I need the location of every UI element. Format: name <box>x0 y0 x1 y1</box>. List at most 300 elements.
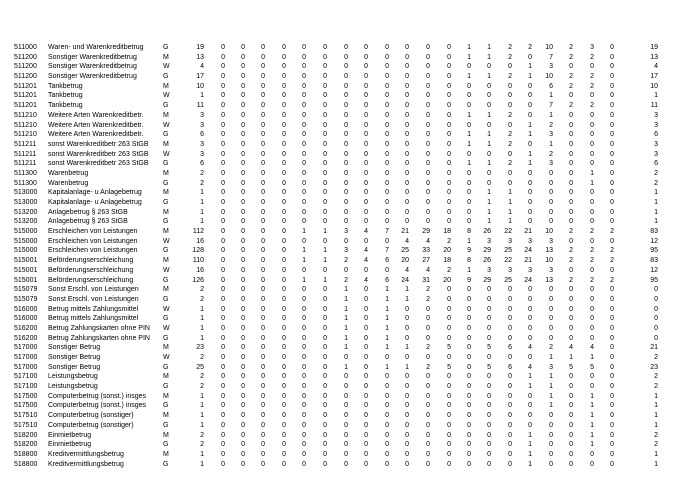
offense-name: Beförderungserschleichung <box>48 266 134 274</box>
value-cell: 0 <box>385 412 389 420</box>
value-cell: 2 <box>569 257 573 265</box>
value-cell: 0 <box>241 421 245 429</box>
value-cell: 0 <box>447 150 451 158</box>
value-cell: 0 <box>508 383 512 391</box>
value-cell: 0 <box>569 431 573 439</box>
offense-code: 513000 <box>14 199 38 206</box>
offense-name: sonst Warenkreditbetr 263 StGB <box>48 160 149 168</box>
value-cell: 1 <box>467 160 471 168</box>
value-cell: 0 <box>261 315 265 323</box>
value-cell: 0 <box>221 315 225 323</box>
value-cell: 0 <box>426 354 430 361</box>
sex-code: W <box>163 237 170 245</box>
value-cell: 0 <box>364 82 368 90</box>
table-row <box>0 276 700 286</box>
table-row <box>0 305 700 315</box>
value-cell: 1 <box>344 334 348 342</box>
value-cell: 0 <box>405 383 409 391</box>
sex-code: G <box>163 160 169 168</box>
value-cell: 0 <box>221 295 225 303</box>
value-cell: 0 <box>364 150 368 158</box>
value-cell: 0 <box>426 402 430 410</box>
value-cell: 0 <box>528 208 532 216</box>
value-cell: 1 <box>200 421 204 429</box>
value-cell: 0 <box>405 402 409 410</box>
offense-name: Kapitalanlage- u Anlagebetrug <box>48 199 142 206</box>
value-cell: 1 <box>549 140 553 148</box>
value-cell: 0 <box>282 421 286 429</box>
value-cell: 0 <box>282 73 286 81</box>
sex-code: G <box>163 421 169 429</box>
value-cell: 0 <box>426 460 430 468</box>
value-cell: 10 <box>545 228 553 236</box>
table-row <box>0 237 700 247</box>
value-cell: 0 <box>364 140 368 148</box>
value-cell: 1 <box>200 92 204 100</box>
value-cell: 1 <box>385 305 389 313</box>
value-cell: 4 <box>528 344 532 352</box>
value-cell: 0 <box>447 383 451 391</box>
value-cell: 0 <box>241 441 245 449</box>
sex-code: M <box>163 189 169 197</box>
value-cell: 0 <box>487 450 491 458</box>
value-cell: 1 <box>549 354 553 361</box>
value-cell: 0 <box>569 392 573 400</box>
table-row <box>0 179 700 189</box>
table-row <box>0 421 700 431</box>
offense-name: Leistungsbetrug <box>48 383 98 391</box>
value-cell: 0 <box>590 140 594 148</box>
offense-name: Weitere Arten Warenkreditbetr. <box>48 111 144 119</box>
value-cell: 0 <box>302 131 306 139</box>
offense-code: 515079 <box>14 295 38 303</box>
value-cell: 0 <box>447 295 451 303</box>
value-cell: 0 <box>569 441 573 449</box>
value-cell: 0 <box>385 266 389 274</box>
sex-code: G <box>163 247 169 255</box>
value-cell: 0 <box>549 450 553 458</box>
value-cell: 6 <box>654 131 658 139</box>
value-cell: 1 <box>405 286 409 294</box>
value-cell: 0 <box>508 324 512 332</box>
value-cell: 0 <box>364 169 368 177</box>
value-cell: 1 <box>654 189 658 197</box>
value-cell: 1 <box>487 208 491 216</box>
value-cell: 0 <box>282 131 286 139</box>
sex-code: M <box>163 208 169 216</box>
value-cell: 0 <box>508 150 512 158</box>
value-cell: 0 <box>221 402 225 410</box>
value-cell: 0 <box>385 460 389 468</box>
sex-code: W <box>163 63 170 71</box>
value-cell: 0 <box>221 441 225 449</box>
table-row <box>0 343 700 353</box>
offense-code: 513200 <box>14 208 38 216</box>
value-cell: 1 <box>302 228 306 236</box>
value-cell: 0 <box>261 441 265 449</box>
value-cell: 4 <box>569 344 573 352</box>
value-cell: 3 <box>654 111 658 119</box>
value-cell: 0 <box>221 53 225 61</box>
offense-code: 511201 <box>14 82 37 90</box>
sex-code: M <box>163 140 169 148</box>
value-cell: 0 <box>447 218 451 226</box>
value-cell: 0 <box>221 266 225 274</box>
value-cell: 0 <box>405 82 409 90</box>
value-cell: 0 <box>426 102 430 110</box>
value-cell: 25 <box>504 247 512 255</box>
value-cell: 0 <box>654 305 658 313</box>
table-row <box>0 392 700 402</box>
sex-code: G <box>163 334 169 342</box>
value-cell: 0 <box>610 344 614 352</box>
value-cell: 0 <box>426 121 430 129</box>
value-cell: 0 <box>221 412 225 420</box>
value-cell: 9 <box>467 276 471 284</box>
value-cell: 0 <box>261 160 265 168</box>
value-cell: 0 <box>569 150 573 158</box>
value-cell: 0 <box>261 257 265 265</box>
value-cell: 2 <box>610 247 614 255</box>
value-cell: 6 <box>549 82 553 90</box>
value-cell: 0 <box>385 140 389 148</box>
value-cell: 6 <box>200 131 204 139</box>
value-cell: 0 <box>323 295 327 303</box>
value-cell: 0 <box>282 150 286 158</box>
value-cell: 0 <box>610 266 614 274</box>
offense-name: Betrug Zahlungskarten ohne PIN <box>48 334 150 342</box>
value-cell: 1 <box>302 247 306 255</box>
offense-name: Waren- und Warenkreditbetrug <box>48 44 144 51</box>
value-cell: 0 <box>569 402 573 410</box>
value-cell: 0 <box>528 102 532 110</box>
value-cell: 0 <box>221 92 225 100</box>
value-cell: 0 <box>590 450 594 458</box>
value-cell: 0 <box>610 334 614 342</box>
value-cell: 0 <box>282 431 286 439</box>
value-cell: 0 <box>323 179 327 187</box>
value-cell: 0 <box>487 324 491 332</box>
value-cell: 0 <box>447 450 451 458</box>
value-cell: 0 <box>261 102 265 110</box>
value-cell: 2 <box>610 257 614 265</box>
value-cell: 1 <box>467 237 471 245</box>
sex-code: M <box>163 228 169 236</box>
offense-name: Warenbetrug <box>48 179 89 187</box>
value-cell: 0 <box>282 160 286 168</box>
value-cell: 0 <box>447 63 451 71</box>
value-cell: 0 <box>282 363 286 371</box>
value-cell: 0 <box>447 189 451 197</box>
table-row <box>0 121 700 131</box>
value-cell: 6 <box>508 363 512 371</box>
value-cell: 0 <box>610 450 614 458</box>
value-cell: 0 <box>610 392 614 400</box>
value-cell: 0 <box>405 150 409 158</box>
value-cell: 1 <box>467 111 471 119</box>
value-cell: 0 <box>364 295 368 303</box>
offense-code: 511200 <box>14 63 37 71</box>
value-cell: 0 <box>385 373 389 381</box>
value-cell: 22 <box>504 257 512 265</box>
value-cell: 1 <box>654 450 658 458</box>
value-cell: 0 <box>364 392 368 400</box>
value-cell: 0 <box>549 295 553 303</box>
value-cell: 0 <box>221 460 225 468</box>
offense-name: Sonstiger Warenkreditbetrug <box>48 63 137 71</box>
value-cell: 0 <box>447 441 451 449</box>
value-cell: 2 <box>344 257 348 265</box>
value-cell: 0 <box>221 363 225 371</box>
value-cell: 0 <box>344 373 348 381</box>
value-cell: 2 <box>508 140 512 148</box>
value-cell: 1 <box>528 441 532 449</box>
value-cell: 1 <box>549 392 553 400</box>
value-cell: 1 <box>200 208 204 216</box>
value-cell: 0 <box>241 383 245 391</box>
value-cell: 2 <box>508 111 512 119</box>
table-row <box>0 91 700 101</box>
value-cell: 0 <box>282 199 286 206</box>
offense-code: 511300 <box>14 179 37 187</box>
value-cell: 3 <box>654 140 658 148</box>
value-cell: 0 <box>549 208 553 216</box>
value-cell: 0 <box>385 431 389 439</box>
value-cell: 0 <box>487 150 491 158</box>
value-cell: 0 <box>323 73 327 81</box>
value-cell: 11 <box>650 102 658 110</box>
table-row <box>0 314 700 324</box>
value-cell: 4 <box>364 257 368 265</box>
offense-name: Anlagebetrug § 263 StGB <box>48 218 128 226</box>
value-cell: 0 <box>549 431 553 439</box>
value-cell: 0 <box>302 295 306 303</box>
value-cell: 1 <box>200 199 204 206</box>
value-cell: 0 <box>323 208 327 216</box>
value-cell: 0 <box>508 441 512 449</box>
value-cell: 0 <box>323 53 327 61</box>
value-cell: 10 <box>545 73 553 81</box>
value-cell: 1 <box>385 363 389 371</box>
value-cell: 0 <box>405 131 409 139</box>
value-cell: 1 <box>344 315 348 323</box>
value-cell: 0 <box>344 53 348 61</box>
table-row <box>0 266 700 276</box>
value-cell: 0 <box>364 92 368 100</box>
value-cell: 0 <box>282 140 286 148</box>
value-cell: 0 <box>528 218 532 226</box>
value-cell: 5 <box>447 344 451 352</box>
offense-name: sonst Warenkreditbetr 263 StGB <box>48 150 149 158</box>
value-cell: 0 <box>610 363 614 371</box>
value-cell: 1 <box>528 73 532 81</box>
value-cell: 0 <box>590 63 594 71</box>
value-cell: 0 <box>447 199 451 206</box>
value-cell: 0 <box>549 315 553 323</box>
value-cell: 0 <box>323 441 327 449</box>
value-cell: 0 <box>654 315 658 323</box>
offense-code: 515001 <box>14 276 38 284</box>
value-cell: 0 <box>364 383 368 391</box>
value-cell: 1 <box>487 53 491 61</box>
value-cell: 1 <box>344 305 348 313</box>
value-cell: 0 <box>241 92 245 100</box>
value-cell: 0 <box>364 73 368 81</box>
value-cell: 0 <box>282 92 286 100</box>
value-cell: 0 <box>610 354 614 361</box>
value-cell: 0 <box>447 286 451 294</box>
value-cell: 3 <box>344 228 348 236</box>
value-cell: 0 <box>426 305 430 313</box>
value-cell: 1 <box>323 276 327 284</box>
offense-name: Kreditvermittlungsbetrug <box>48 460 124 468</box>
value-cell: 0 <box>610 111 614 119</box>
value-cell: 0 <box>610 169 614 177</box>
offense-code: 515001 <box>14 266 38 274</box>
value-cell: 0 <box>282 208 286 216</box>
value-cell: 128 <box>192 247 204 255</box>
value-cell: 1 <box>487 131 491 139</box>
value-cell: 0 <box>261 199 265 206</box>
value-cell: 0 <box>364 363 368 371</box>
value-cell: 0 <box>364 305 368 313</box>
value-cell: 5 <box>590 363 594 371</box>
value-cell: 0 <box>344 121 348 129</box>
value-cell: 2 <box>569 73 573 81</box>
value-cell: 0 <box>528 295 532 303</box>
value-cell: 8 <box>467 228 471 236</box>
value-cell: 0 <box>221 63 225 71</box>
table-row <box>0 246 700 256</box>
value-cell: 0 <box>323 92 327 100</box>
value-cell: 6 <box>508 344 512 352</box>
value-cell: 0 <box>241 392 245 400</box>
value-cell: 0 <box>302 402 306 410</box>
value-cell: 0 <box>590 218 594 226</box>
value-cell: 0 <box>590 334 594 342</box>
value-cell: 1 <box>323 257 327 265</box>
value-cell: 0 <box>241 218 245 226</box>
value-cell: 0 <box>447 140 451 148</box>
value-cell: 0 <box>426 179 430 187</box>
value-cell: 0 <box>610 441 614 449</box>
value-cell: 0 <box>221 169 225 177</box>
value-cell: 0 <box>282 82 286 90</box>
value-cell: 0 <box>282 247 286 255</box>
value-cell: 2 <box>508 131 512 139</box>
value-cell: 7 <box>385 228 389 236</box>
value-cell: 0 <box>447 208 451 216</box>
value-cell: 0 <box>221 131 225 139</box>
value-cell: 1 <box>528 63 532 71</box>
value-cell: 95 <box>650 247 658 255</box>
value-cell: 0 <box>364 237 368 245</box>
table-row <box>0 111 700 121</box>
value-cell: 4 <box>364 228 368 236</box>
value-cell: 23 <box>650 363 658 371</box>
sex-code: M <box>163 392 169 400</box>
value-cell: 1 <box>200 402 204 410</box>
value-cell: 0 <box>282 63 286 71</box>
value-cell: 0 <box>426 431 430 439</box>
value-cell: 0 <box>385 189 389 197</box>
value-cell: 0 <box>528 189 532 197</box>
value-cell: 2 <box>426 295 430 303</box>
value-cell: 0 <box>282 450 286 458</box>
value-cell: 0 <box>282 324 286 332</box>
value-cell: 0 <box>282 53 286 61</box>
value-cell: 0 <box>405 218 409 226</box>
offense-name: Erschleichen von Leistungen <box>48 228 138 236</box>
value-cell: 0 <box>385 92 389 100</box>
value-cell: 13 <box>545 247 553 255</box>
value-cell: 0 <box>344 218 348 226</box>
value-cell: 0 <box>302 334 306 342</box>
value-cell: 2 <box>200 295 204 303</box>
offense-code: 513000 <box>14 189 38 197</box>
value-cell: 0 <box>261 169 265 177</box>
value-cell: 0 <box>528 324 532 332</box>
value-cell: 1 <box>467 53 471 61</box>
value-cell: 0 <box>590 92 594 100</box>
offense-name: Sonstiger Betrug <box>48 354 101 361</box>
value-cell: 0 <box>241 276 245 284</box>
value-cell: 0 <box>610 295 614 303</box>
offense-code: 511211 <box>14 140 37 148</box>
offense-name: Beförderungserschleichung <box>48 257 134 265</box>
value-cell: 0 <box>528 354 532 361</box>
value-cell: 4 <box>364 247 368 255</box>
value-cell: 0 <box>610 199 614 206</box>
value-cell: 5 <box>487 363 491 371</box>
value-cell: 2 <box>590 247 594 255</box>
value-cell: 1 <box>654 460 658 468</box>
table-row <box>0 324 700 334</box>
value-cell: 4 <box>528 363 532 371</box>
table-row <box>0 401 700 411</box>
value-cell: 0 <box>282 441 286 449</box>
value-cell: 10 <box>545 44 553 51</box>
value-cell: 0 <box>302 73 306 81</box>
value-cell: 0 <box>241 334 245 342</box>
value-cell: 0 <box>364 373 368 381</box>
sex-code: W <box>163 92 170 100</box>
value-cell: 0 <box>426 131 430 139</box>
value-cell: 0 <box>405 208 409 216</box>
value-cell: 0 <box>405 53 409 61</box>
value-cell: 0 <box>508 179 512 187</box>
value-cell: 2 <box>569 82 573 90</box>
value-cell: 1 <box>487 73 491 81</box>
offense-name: Kreditvermittlungsbetrug <box>48 450 124 458</box>
value-cell: 0 <box>487 373 491 381</box>
value-cell: 0 <box>467 363 471 371</box>
value-cell: 0 <box>528 421 532 429</box>
value-cell: 0 <box>447 412 451 420</box>
value-cell: 4 <box>654 63 658 71</box>
value-cell: 1 <box>323 228 327 236</box>
value-cell: 0 <box>487 431 491 439</box>
value-cell: 0 <box>405 334 409 342</box>
value-cell: 0 <box>590 199 594 206</box>
value-cell: 0 <box>302 179 306 187</box>
value-cell: 0 <box>364 344 368 352</box>
value-cell: 0 <box>508 305 512 313</box>
value-cell: 2 <box>590 53 594 61</box>
value-cell: 0 <box>302 286 306 294</box>
value-cell: 0 <box>221 140 225 148</box>
value-cell: 1 <box>654 218 658 226</box>
